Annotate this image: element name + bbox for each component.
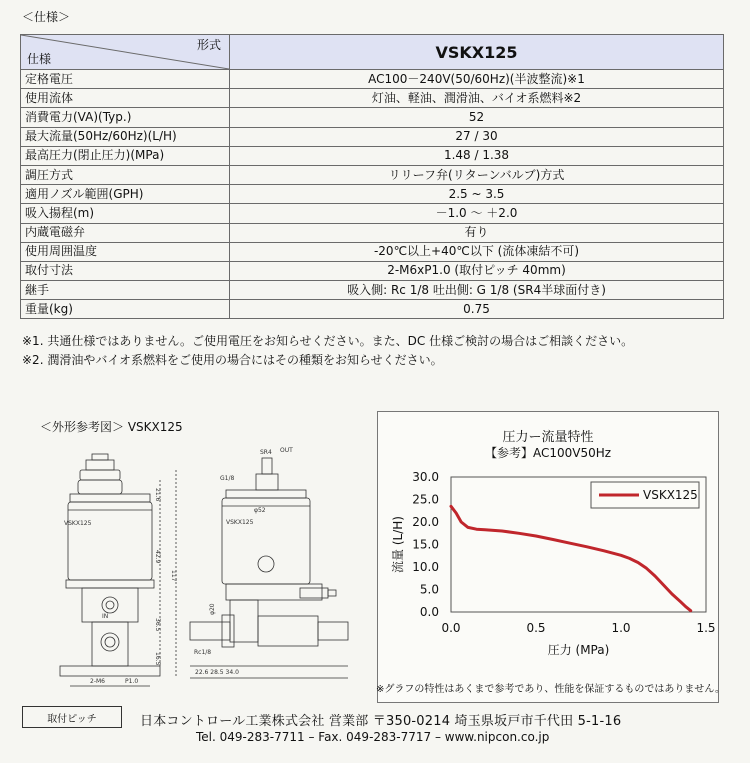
y-tick-label: 10.0	[412, 560, 439, 574]
y-tick-label: 20.0	[412, 515, 439, 529]
note-1: ※1. 共通仕様ではありません。ご使用電圧をお知らせください。また、DC 仕様ご検討の場合はご相談ください。	[22, 334, 634, 348]
x-axis-label: 圧力 (MPa)	[547, 643, 610, 657]
spec-row-value: リリーフ弁(リターンバルブ)方式	[230, 165, 724, 184]
x-tick-label: 1.0	[611, 621, 631, 635]
spec-row	[21, 165, 724, 184]
dim-42-9: 42.9	[154, 550, 161, 564]
dim-bottom: 22.6 28.5 34.0	[195, 669, 239, 676]
spec-row-value: 52	[230, 108, 724, 127]
dim-g18: G1/8	[220, 475, 235, 482]
spec-row-label: 調圧方式	[21, 165, 230, 184]
y-tick-label: 5.0	[419, 582, 439, 597]
spec-row-value: 吸入側: Rc 1/8 吐出側: G 1/8 (SR4半球面付き)	[230, 281, 724, 300]
spec-row-value: AC100－240V(50/60Hz)(半波整流)※1	[230, 70, 724, 89]
dim-p10: P1.0	[125, 678, 139, 685]
spec-row-label: 消費電力(VA)(Typ.)	[21, 108, 230, 127]
spec-row-label: 継手	[21, 281, 230, 300]
spec-row-value: 27 / 30	[230, 127, 724, 146]
dim-m6: 2-M6	[90, 678, 105, 685]
drawing-section-label: ＜外形参考図＞ VSKX125	[40, 420, 183, 434]
dim-sr4: SR4	[260, 449, 272, 456]
x-tick-label: 0.5	[526, 621, 546, 635]
legend-entry: VSKX125	[643, 488, 698, 502]
spec-row	[21, 108, 724, 127]
dim-phi20: φ20	[209, 603, 216, 615]
chart-subtitle: 【参考】AC100V50Hz	[484, 446, 612, 460]
spec-row	[21, 300, 724, 319]
spec-row	[21, 261, 724, 280]
spec-row	[21, 204, 724, 223]
x-tick-label: 0.0	[441, 621, 461, 635]
spec-row	[21, 70, 724, 89]
spec-row-label: 取付寸法	[21, 261, 230, 280]
spec-row-label: 使用流体	[21, 89, 230, 108]
spec-row-value: 2-M6xP1.0 (取付ピッチ 40mm)	[230, 261, 724, 280]
spec-row-value: 灯油、軽油、潤滑油、バイオ系燃料※2	[230, 89, 724, 108]
y-tick-label: 25.0	[412, 492, 439, 507]
dim-117: 117	[170, 570, 177, 582]
in-label: IN	[102, 613, 109, 620]
spec-row	[21, 185, 724, 204]
spec-row-label: 最大流量(50Hz/60Hz)(L/H)	[21, 127, 230, 146]
y-axis-label: 流量 (L/H)	[391, 516, 405, 573]
side-model-label: VSKX125	[226, 519, 254, 526]
spec-row-value: 0.75	[230, 300, 724, 319]
spec-row	[21, 242, 724, 261]
spec-row-value: -20℃以上+40℃以下 (流体凍結不可)	[230, 242, 724, 261]
spec-row-label: 定格電圧	[21, 70, 230, 89]
spec-row-label: 吸入揚程(m)	[21, 204, 230, 223]
dim-rc18: Rc1/8	[194, 649, 212, 656]
x-tick-label: 1.5	[696, 621, 716, 635]
front-view	[60, 454, 177, 686]
spec-row-value: 有り	[230, 223, 724, 242]
spec-row	[21, 281, 724, 300]
pressure-flow-chart	[377, 411, 719, 703]
spec-row-value: 2.5 ~ 3.5	[230, 185, 724, 204]
spec-row-value: －1.0 ～ ＋2.0	[230, 204, 724, 223]
spec-row-label: 重量(kg)	[21, 300, 230, 319]
dim-36-5: 36.5	[154, 618, 161, 632]
chart-caption: ※グラフの特性はあくまで参考であり、性能を保証するものではありません。	[376, 684, 725, 695]
chart-title: 圧力ー流量特性	[502, 430, 594, 445]
y-tick-label: 15.0	[412, 537, 439, 552]
body-model-label: VSKX125	[64, 520, 92, 527]
note-2: ※2. 潤滑油やバイオ系燃料をご使用の場合にはその種類をお知らせください。	[22, 353, 443, 367]
dim-21-6: 21.6	[154, 488, 161, 502]
spec-row	[21, 146, 724, 165]
company-address: 日本コントロール工業株式会社 営業部 〒350-0214 埼玉県坂戸市千代田 5-1-16	[140, 714, 622, 729]
header-spec-label: 仕様	[27, 52, 52, 66]
spec-row-label: 使用周囲温度	[21, 242, 230, 261]
mounting-pitch-button[interactable]: 取付ピッチ	[22, 706, 122, 728]
spec-section-label: ＜仕様＞	[22, 10, 71, 24]
spec-row-label: 内蔵電磁弁	[21, 223, 230, 242]
spec-header-row	[21, 35, 724, 70]
spec-row	[21, 127, 724, 146]
spec-row-value: 1.48 / 1.38	[230, 146, 724, 165]
model-name: VSKX125	[230, 35, 724, 70]
spec-row	[21, 223, 724, 242]
out-label: OUT	[280, 447, 293, 454]
spec-row	[21, 89, 724, 108]
side-view	[190, 447, 348, 678]
dim-16-5: 16.5	[154, 652, 161, 666]
spec-table	[20, 34, 724, 319]
y-tick-label: 0.0	[419, 605, 439, 619]
y-tick-label: 30.0	[412, 470, 439, 484]
company-contact: Tel. 049-283-7711 – Fax. 049-283-7717 – www.nipcon.co.jp	[196, 730, 550, 744]
spec-row-label: 適用ノズル範囲(GPH)	[21, 185, 230, 204]
header-model-label: 形式	[196, 38, 221, 52]
dim-phi52: φ52	[254, 507, 266, 514]
spec-row-label: 最高圧力(閉止圧力)(MPa)	[21, 146, 230, 165]
spec-header-corner	[21, 35, 230, 70]
outline-drawing	[30, 440, 365, 698]
